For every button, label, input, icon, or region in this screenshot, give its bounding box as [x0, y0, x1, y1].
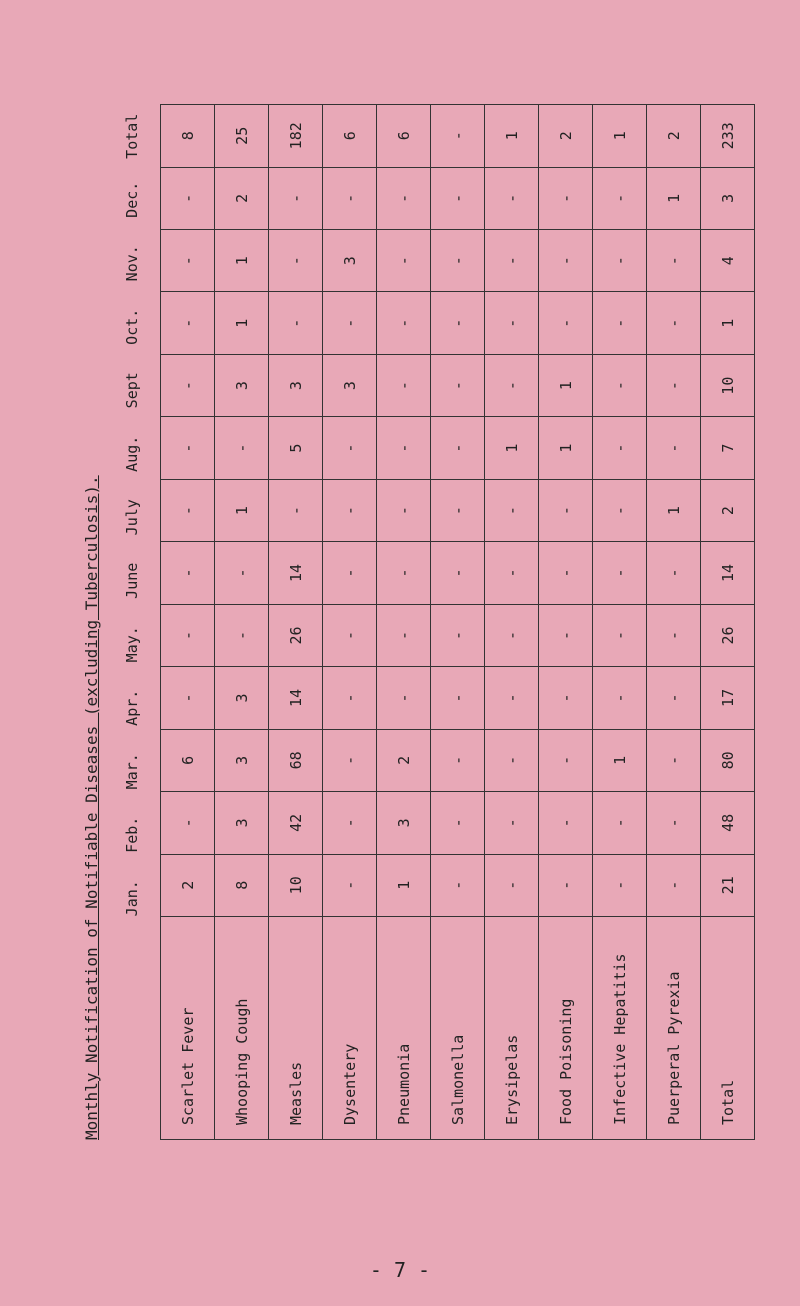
count-cell: - — [485, 667, 539, 729]
count-cell: 2 — [377, 729, 431, 791]
count-cell: 2 — [215, 167, 269, 229]
count-cell: - — [647, 604, 701, 666]
month-header-4: May. — [123, 626, 141, 663]
count-cell: 6 — [161, 729, 215, 791]
count-cell: - — [593, 292, 647, 354]
count-cell: 1 — [593, 105, 647, 168]
count-cell: 10 — [701, 354, 755, 416]
table-row — [323, 105, 377, 1140]
count-cell: - — [593, 604, 647, 666]
count-cell: 3 — [701, 167, 755, 229]
count-cell: - — [539, 729, 593, 791]
count-cell: - — [161, 479, 215, 541]
table-row — [701, 105, 755, 1140]
count-cell: - — [269, 479, 323, 541]
count-cell: - — [161, 542, 215, 604]
count-cell: - — [323, 167, 377, 229]
count-cell: - — [647, 542, 701, 604]
month-header-2: Mar. — [123, 753, 141, 790]
count-cell: 48 — [701, 792, 755, 854]
count-cell: - — [593, 417, 647, 479]
count-cell: 3 — [215, 792, 269, 854]
count-cell: - — [323, 292, 377, 354]
count-cell: 80 — [701, 729, 755, 791]
month-header-9: Oct. — [123, 308, 141, 345]
count-cell: - — [485, 167, 539, 229]
count-cell: - — [323, 854, 377, 916]
count-cell: - — [593, 542, 647, 604]
count-cell: 3 — [215, 667, 269, 729]
table-row — [215, 105, 269, 1140]
count-cell: - — [323, 729, 377, 791]
count-cell: - — [161, 792, 215, 854]
disease-name: Measles — [269, 917, 323, 1140]
count-cell: - — [377, 667, 431, 729]
count-cell: 1 — [647, 167, 701, 229]
count-cell: - — [647, 729, 701, 791]
count-cell: - — [323, 792, 377, 854]
count-cell: 1 — [593, 729, 647, 791]
month-header-3: Apr. — [123, 689, 141, 726]
count-cell: - — [593, 354, 647, 416]
count-cell: - — [431, 230, 485, 292]
count-cell: 1 — [377, 854, 431, 916]
count-cell: - — [431, 354, 485, 416]
count-cell: - — [377, 604, 431, 666]
disease-name: Scarlet Fever — [161, 917, 215, 1140]
rotated-table-page — [80, 100, 770, 1140]
count-cell: - — [647, 354, 701, 416]
count-cell: - — [377, 292, 431, 354]
count-cell: 8 — [161, 105, 215, 168]
disease-name: Whooping Cough — [215, 917, 269, 1140]
count-cell: - — [323, 542, 377, 604]
count-cell: 3 — [377, 792, 431, 854]
disease-name: Dysentery — [323, 917, 377, 1140]
month-header-10: Nov. — [123, 245, 141, 282]
count-cell: 6 — [377, 105, 431, 168]
month-header-8: Sept — [123, 372, 141, 409]
count-cell: - — [647, 854, 701, 916]
count-cell: - — [431, 292, 485, 354]
count-cell: - — [593, 667, 647, 729]
count-cell: - — [323, 667, 377, 729]
count-cell: 68 — [269, 729, 323, 791]
count-cell: 4 — [701, 230, 755, 292]
month-header-7: Aug. — [123, 435, 141, 472]
count-cell: - — [539, 604, 593, 666]
count-cell: 17 — [701, 667, 755, 729]
month-header-5: June — [123, 562, 141, 599]
count-cell: 14 — [269, 542, 323, 604]
count-cell: - — [485, 542, 539, 604]
count-cell: 1 — [539, 354, 593, 416]
count-cell: - — [485, 479, 539, 541]
count-cell: - — [647, 230, 701, 292]
count-cell: - — [215, 542, 269, 604]
month-header-11: Dec. — [123, 181, 141, 218]
count-cell: - — [647, 292, 701, 354]
count-cell: 2 — [701, 479, 755, 541]
count-cell: 233 — [701, 105, 755, 168]
count-cell: - — [485, 792, 539, 854]
count-cell: 5 — [269, 417, 323, 479]
count-cell: - — [539, 542, 593, 604]
count-cell: 10 — [269, 854, 323, 916]
notifications-table — [160, 104, 755, 1140]
count-cell: 8 — [215, 854, 269, 916]
count-cell: - — [593, 792, 647, 854]
count-cell: - — [377, 167, 431, 229]
count-cell: 1 — [215, 292, 269, 354]
table-row — [377, 105, 431, 1140]
count-cell: - — [485, 292, 539, 354]
table-row — [269, 105, 323, 1140]
count-cell: - — [539, 167, 593, 229]
count-cell: - — [539, 854, 593, 916]
table-row — [485, 105, 539, 1140]
count-cell: - — [431, 667, 485, 729]
count-cell: - — [161, 167, 215, 229]
count-cell: 1 — [485, 417, 539, 479]
count-cell: - — [269, 167, 323, 229]
month-header-1: Feb. — [123, 816, 141, 853]
count-cell: 2 — [161, 854, 215, 916]
count-cell: 3 — [323, 230, 377, 292]
disease-name: Pneumonia — [377, 917, 431, 1140]
count-cell: - — [377, 417, 431, 479]
count-cell: - — [539, 792, 593, 854]
month-header — [104, 100, 160, 1140]
table-row — [161, 105, 215, 1140]
month-header-0: Jan. — [123, 880, 141, 917]
count-cell: - — [539, 479, 593, 541]
count-cell: 6 — [323, 105, 377, 168]
table-row — [593, 105, 647, 1140]
table-title: Monthly Notification of Notifiable Diseases (excluding Tuberculosis). — [82, 475, 101, 1140]
count-cell: 1 — [215, 479, 269, 541]
count-cell: - — [377, 230, 431, 292]
count-cell: - — [647, 417, 701, 479]
count-cell: - — [431, 167, 485, 229]
disease-name: Puerperal Pyrexia — [647, 917, 701, 1140]
count-cell: 1 — [485, 105, 539, 168]
count-cell: - — [647, 667, 701, 729]
count-cell: 2 — [647, 105, 701, 168]
table-row — [539, 105, 593, 1140]
count-cell: - — [431, 729, 485, 791]
count-cell: 26 — [701, 604, 755, 666]
count-cell: - — [431, 542, 485, 604]
count-cell: - — [323, 417, 377, 479]
count-cell: - — [269, 230, 323, 292]
count-cell: 21 — [701, 854, 755, 916]
count-cell: - — [593, 167, 647, 229]
count-cell: - — [485, 354, 539, 416]
count-cell: 182 — [269, 105, 323, 168]
count-cell: 1 — [701, 292, 755, 354]
count-cell: - — [215, 417, 269, 479]
count-cell: 2 — [539, 105, 593, 168]
count-cell: - — [431, 479, 485, 541]
count-cell: - — [485, 729, 539, 791]
count-cell: 3 — [323, 354, 377, 416]
count-cell: - — [161, 667, 215, 729]
count-cell: - — [485, 230, 539, 292]
count-cell: - — [215, 604, 269, 666]
count-cell: - — [377, 542, 431, 604]
count-cell: - — [431, 105, 485, 168]
count-cell: - — [485, 854, 539, 916]
count-cell: 1 — [539, 417, 593, 479]
count-cell: 14 — [701, 542, 755, 604]
count-cell: 1 — [215, 230, 269, 292]
count-cell: - — [539, 292, 593, 354]
count-cell: 42 — [269, 792, 323, 854]
count-cell: - — [431, 604, 485, 666]
page-number: - 7 - — [369, 1258, 431, 1282]
disease-name: Food Poisoning — [539, 917, 593, 1140]
count-cell: - — [161, 292, 215, 354]
count-cell: - — [593, 230, 647, 292]
count-cell: 14 — [269, 667, 323, 729]
count-cell: - — [593, 854, 647, 916]
count-cell: - — [431, 417, 485, 479]
count-cell: 1 — [647, 479, 701, 541]
count-cell: - — [431, 854, 485, 916]
count-cell: 3 — [269, 354, 323, 416]
disease-name: Salmonella — [431, 917, 485, 1140]
count-cell: - — [323, 479, 377, 541]
count-cell: - — [539, 667, 593, 729]
count-cell: - — [161, 604, 215, 666]
count-cell: - — [485, 604, 539, 666]
count-cell: 26 — [269, 604, 323, 666]
count-cell: 25 — [215, 105, 269, 168]
month-header-12: Total — [123, 113, 141, 159]
count-cell: - — [161, 417, 215, 479]
count-cell: - — [161, 230, 215, 292]
table-row — [431, 105, 485, 1140]
count-cell: - — [323, 604, 377, 666]
count-cell: 3 — [215, 729, 269, 791]
count-cell: - — [161, 354, 215, 416]
month-header-6: July — [123, 499, 141, 536]
count-cell: - — [269, 292, 323, 354]
count-cell: 7 — [701, 417, 755, 479]
table-row — [647, 105, 701, 1140]
count-cell: - — [431, 792, 485, 854]
count-cell: - — [377, 354, 431, 416]
disease-name: Infective Hepatitis — [593, 917, 647, 1140]
count-cell: - — [647, 792, 701, 854]
count-cell: - — [593, 479, 647, 541]
disease-name: Total — [701, 917, 755, 1140]
disease-name: Erysipelas — [485, 917, 539, 1140]
count-cell: - — [539, 230, 593, 292]
count-cell: 3 — [215, 354, 269, 416]
count-cell: - — [377, 479, 431, 541]
